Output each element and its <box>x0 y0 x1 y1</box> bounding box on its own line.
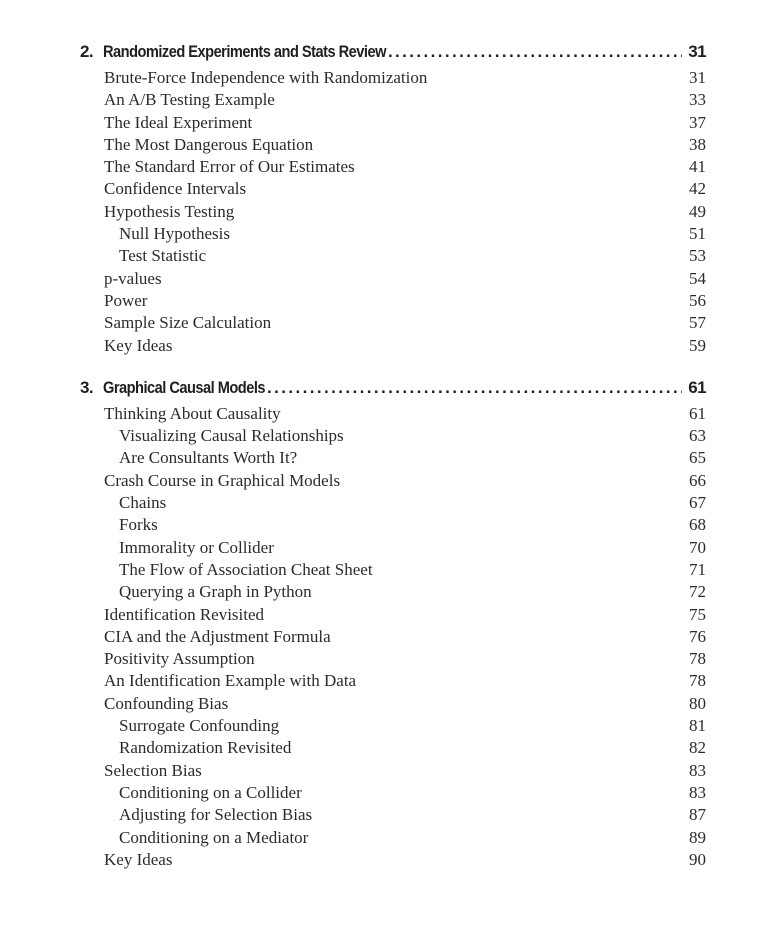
toc-entry[interactable] <box>80 202 706 224</box>
entry-page-number: 68 <box>689 515 706 535</box>
chapter-heading[interactable] <box>80 378 706 404</box>
entry-title: Test Statistic <box>119 246 207 266</box>
toc-subentry[interactable] <box>80 538 706 560</box>
toc-subentry[interactable] <box>80 582 706 604</box>
entry-title: Confounding Bias <box>104 693 229 713</box>
entry-title: An A/B Testing Example <box>104 90 275 110</box>
entry-title: An Identification Example with Data <box>104 671 357 691</box>
entry-page-number: 63 <box>689 426 706 446</box>
entry-title: Are Consultants Worth It? <box>119 448 298 468</box>
entry-title: Key Ideas <box>104 849 173 869</box>
chapter-heading[interactable] <box>80 42 706 68</box>
entry-title: Randomization Revisited <box>119 738 292 758</box>
toc-entry[interactable] <box>80 269 706 291</box>
entry-page-number: 42 <box>689 179 706 199</box>
entry-page-number: 75 <box>689 604 706 624</box>
chapter-section <box>80 378 706 872</box>
entry-page-number: 49 <box>689 201 706 221</box>
toc-entry[interactable] <box>80 649 706 671</box>
entry-page-number: 81 <box>689 716 706 736</box>
entry-page-number: 66 <box>689 470 706 490</box>
toc-entry[interactable] <box>80 671 706 693</box>
chapter-title: Randomized Experiments and Stats Review <box>103 42 386 61</box>
table-of-contents <box>80 42 706 892</box>
entry-page-number: 72 <box>689 582 706 602</box>
toc-entry[interactable] <box>80 313 706 335</box>
toc-entry[interactable] <box>80 627 706 649</box>
entry-page-number: 56 <box>689 290 706 310</box>
entry-title: Positivity Assumption <box>104 649 255 669</box>
entry-title: Key Ideas <box>104 335 173 355</box>
entry-page-number: 53 <box>689 246 706 266</box>
toc-entry[interactable] <box>80 135 706 157</box>
toc-subentry[interactable] <box>80 493 706 515</box>
entry-title: Chains <box>119 493 167 513</box>
toc-subentry[interactable] <box>80 805 706 827</box>
chapter-number: 2. <box>80 42 93 61</box>
toc-entry[interactable] <box>80 336 706 358</box>
toc-subentry[interactable] <box>80 783 706 805</box>
toc-entry[interactable] <box>80 850 706 872</box>
entry-page-number: 54 <box>689 268 706 288</box>
chapter-title: Graphical Causal Models <box>103 377 266 397</box>
entry-page-number: 78 <box>689 649 706 669</box>
entry-page-number: 33 <box>689 90 706 110</box>
toc-entry[interactable] <box>80 761 706 783</box>
entry-title: Forks <box>119 515 158 535</box>
entry-page-number: 83 <box>689 760 706 780</box>
entry-title: The Standard Error of Our Estimates <box>104 157 355 177</box>
entry-page-number: 51 <box>689 224 706 244</box>
entry-title: Visualizing Causal Relationships <box>119 426 344 446</box>
entry-page-number: 59 <box>689 335 706 355</box>
toc-subentry[interactable] <box>80 246 706 268</box>
entry-title: Conditioning on a Mediator <box>119 827 309 847</box>
chapter-number: 3. <box>80 377 93 397</box>
toc-entry[interactable] <box>80 179 706 201</box>
entry-page-number: 57 <box>689 313 706 333</box>
entry-page-number: 89 <box>689 827 706 847</box>
entry-title: The Flow of Association Cheat Sheet <box>119 559 373 579</box>
entry-title: Crash Course in Graphical Models <box>104 470 341 490</box>
toc-subentry[interactable] <box>80 560 706 582</box>
entry-page-number: 38 <box>689 134 706 154</box>
entry-page-number: 83 <box>689 782 706 802</box>
entry-title: Sample Size Calculation <box>104 313 272 333</box>
entry-page-number: 37 <box>689 112 706 132</box>
dot-leader <box>267 378 682 398</box>
toc-subentry[interactable] <box>80 515 706 537</box>
entry-title: The Most Dangerous Equation <box>104 134 314 154</box>
entry-title: Conditioning on a Collider <box>119 782 302 802</box>
dot-leader <box>388 42 682 62</box>
entry-page-number: 31 <box>689 68 706 87</box>
entry-title: The Ideal Experiment <box>104 112 253 132</box>
entry-title: CIA and the Adjustment Formula <box>104 626 331 646</box>
entry-title: Surrogate Confounding <box>119 716 280 736</box>
entry-page-number: 71 <box>689 559 706 579</box>
toc-subentry[interactable] <box>80 738 706 760</box>
entry-title: Selection Bias <box>104 760 202 780</box>
entry-title: Adjusting for Selection Bias <box>119 805 313 825</box>
entry-page-number: 67 <box>689 493 706 513</box>
entry-title: Identification Revisited <box>104 604 265 624</box>
chapter-section <box>80 42 706 358</box>
entry-title: Immorality or Collider <box>119 537 274 557</box>
entry-page-number: 82 <box>689 738 706 758</box>
entry-page-number: 87 <box>689 805 706 825</box>
entry-title: Brute-Force Independence with Randomization <box>104 68 428 87</box>
entry-page-number: 61 <box>689 403 706 423</box>
entry-page-number: 70 <box>689 537 706 557</box>
entry-page-number: 80 <box>689 693 706 713</box>
toc-subentry[interactable] <box>80 716 706 738</box>
entry-page-number: 78 <box>689 671 706 691</box>
toc-subentry[interactable] <box>80 224 706 246</box>
chapter-page-number: 31 <box>688 42 706 61</box>
toc-entry[interactable] <box>80 157 706 179</box>
toc-entry[interactable] <box>80 404 706 426</box>
toc-entry[interactable] <box>80 113 706 135</box>
entry-title: Power <box>104 290 148 310</box>
entry-title: Thinking About Causality <box>104 403 281 423</box>
toc-subentry[interactable] <box>80 426 706 448</box>
entry-page-number: 76 <box>689 626 706 646</box>
toc-entry[interactable] <box>80 291 706 313</box>
entry-title: Hypothesis Testing <box>104 201 235 221</box>
entry-title: p-values <box>104 268 162 288</box>
entry-title: Confidence Intervals <box>104 179 247 199</box>
toc-entry[interactable] <box>80 605 706 627</box>
toc-subentry[interactable] <box>80 448 706 470</box>
entry-page-number: 41 <box>689 157 706 177</box>
toc-entry[interactable] <box>80 694 706 716</box>
toc-entry[interactable] <box>80 471 706 493</box>
entry-title: Querying a Graph in Python <box>119 582 312 602</box>
toc-subentry[interactable] <box>80 828 706 850</box>
chapter-page-number: 61 <box>688 377 706 397</box>
toc-entry[interactable] <box>80 90 706 112</box>
toc-entry[interactable] <box>80 68 706 90</box>
entry-title: Null Hypothesis <box>119 224 230 244</box>
entry-page-number: 65 <box>689 448 706 468</box>
entry-page-number: 90 <box>689 849 706 869</box>
